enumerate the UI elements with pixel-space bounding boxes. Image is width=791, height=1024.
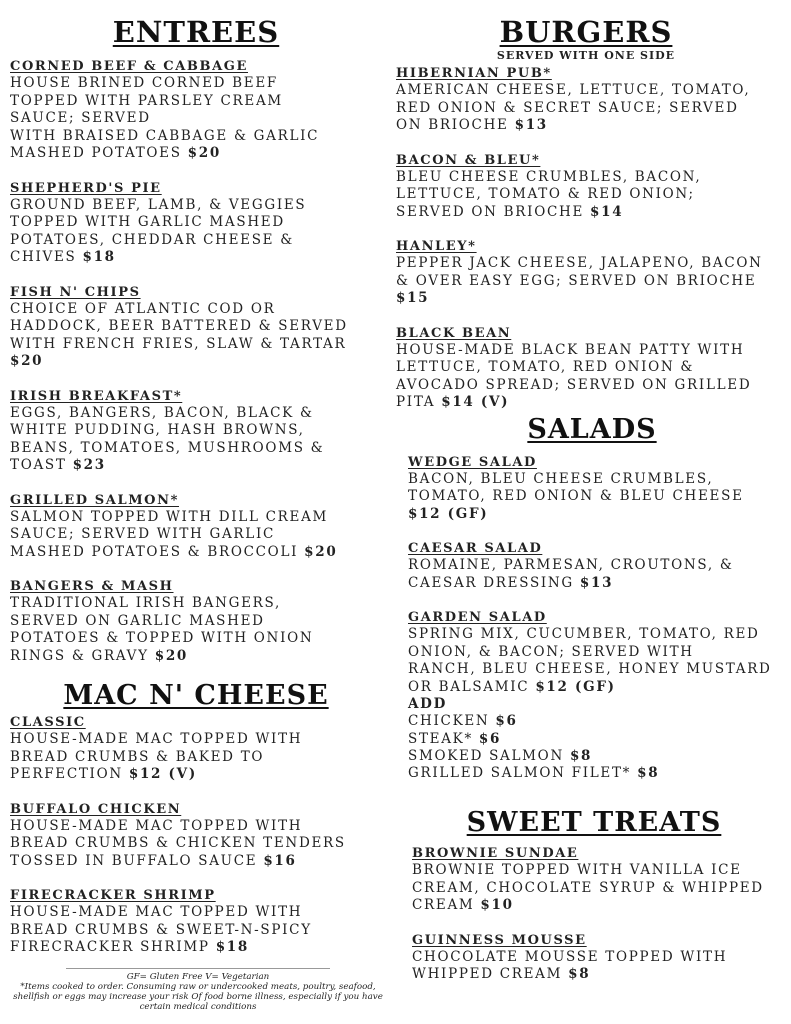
menu-item (10, 714, 382, 784)
item-name: CLASSIC (10, 715, 86, 730)
item-price: $10 (480, 897, 514, 914)
item-description: BACON, BLEU CHEESE CRUMBLES, TOMATO, RED ONION & BLEU CHEESE $12 (GF) (408, 470, 744, 522)
burgers-subtitle: SERVED WITH ONE SIDE (496, 49, 676, 62)
item-name: CAESAR SALAD (408, 541, 543, 556)
menu-item (412, 932, 788, 984)
divider (66, 968, 330, 969)
item-description: HOUSE-MADE MAC TOPPED WITH BREAD CRUMBS & BAKED TO PERFECTION $12 (V) (10, 731, 303, 782)
menu-item (396, 152, 788, 222)
item-price: $8 (568, 966, 591, 983)
menu-item (10, 284, 382, 371)
menu-item (10, 887, 382, 957)
dietary-legend: GF= Gluten Free V= Vegetarian (126, 972, 270, 982)
salads-title: SALADS (527, 413, 657, 445)
item-price: $12 (V) (128, 766, 197, 782)
item-description: CHOICE OF ATLANTIC COD OR HADDOCK, BEER BATTERED & SERVED WITH FRENCH FRIES, SLAW & TARTAR $20 (10, 300, 348, 369)
addon-item: STEAK* $6 (408, 730, 502, 747)
item-description: BLEU CHEESE CRUMBLES, BACON, LETTUCE, TOMATO & RED ONION; SERVED ON BRIOCHE $14 (396, 168, 702, 220)
item-price: $13 (514, 117, 548, 133)
item-description: PEPPER JACK CHEESE, JALAPENO, BACON & OVER EASY EGG; SERVED ON BRIOCHE $15 (396, 255, 763, 306)
item-description: HOUSE BRINED CORNED BEEF TOPPED WITH PARSLEY CREAM SAUCE; SERVED WITH BRAISED CABBAGE & GARLIC MASHED POTATOES $20 (10, 75, 320, 161)
item-name: FIRECRACKER SHRIMP (10, 888, 216, 903)
item-name: HIBERNIAN PUB* (396, 66, 552, 81)
item-description: EGGS, BANGERS, BACON, BLACK & WHITE PUDDING, HASH BROWNS, BEANS, TOMATOES, MUSHROOMS & TOAST $23 (10, 404, 325, 473)
menu-item (10, 801, 382, 871)
item-description: BROWNIE TOPPED WITH VANILLA ICE CREAM, CHOCOLATE SYRUP & WHIPPED CREAM $10 (412, 862, 764, 914)
item-name: BROWNIE SUNDAE (412, 846, 579, 862)
disclaimer-line: *Items cooked to order. Consuming raw or undercooked meats, poultry, seafood, (20, 982, 376, 992)
item-price: $20 (187, 145, 221, 161)
addon-item: CHICKEN $6 (408, 713, 518, 730)
menu-item (396, 325, 788, 412)
item-name: BANGERS & MASH (10, 579, 174, 594)
item-price: $23 (72, 457, 106, 473)
item-description: SPRING MIX, CUCUMBER, TOMATO, RED ONION, & BACON; SERVED WITH RANCH, BLEU CHEESE, HONEY MUSTARD OR BALSAMIC $12 (GF) (408, 626, 772, 695)
mac-title: MAC N' CHEESE (63, 680, 329, 711)
item-price: $20 (154, 647, 189, 664)
item-description: ROMAINE, PARMESAN, CROUTONS, & CAESAR DRESSING $13 (408, 557, 734, 591)
item-price: $14 (590, 203, 624, 220)
disclaimer-line: shellfish or eggs may increase your risk Of food borne illness, especially if you have (13, 992, 383, 1002)
item-name: GRILLED SALMON* (10, 492, 179, 508)
item-description: HOUSE-MADE MAC TOPPED WITH BREAD CRUMBS & CHICKEN TENDERS TOSSED IN BUFFALO SAUCE $16 (10, 817, 346, 869)
burgers-title: BURGERS (499, 15, 673, 49)
item-price: $12 (GF) (535, 678, 616, 695)
item-name: SHEPHERD'S PIE (10, 180, 162, 196)
item-name: BUFFALO CHICKEN (10, 801, 182, 817)
menu-item (10, 578, 382, 665)
left-column (10, 0, 382, 957)
item-description: CHOCOLATE MOUSSE TOPPED WITH WHIPPED CREAM $8 (412, 948, 728, 983)
item-price: $13 (579, 574, 614, 591)
menu-item (408, 454, 788, 524)
item-price: $16 (263, 852, 297, 869)
menu-item (412, 845, 788, 915)
entrees-title: ENTREES (112, 15, 280, 49)
menu-item (396, 238, 788, 308)
menu-item (408, 609, 788, 696)
menu-item (408, 540, 788, 592)
item-price: $20 (304, 543, 338, 560)
item-name: CORNED BEEF & CABBAGE (10, 59, 248, 74)
item-price: $20 (10, 353, 44, 369)
menu-item (10, 388, 382, 475)
item-name: WEDGE SALAD (408, 454, 537, 470)
menu-item (10, 492, 382, 562)
item-price: $12 (GF) (408, 505, 489, 522)
item-description: GROUND BEEF, LAMB, & VEGGIES TOPPED WITH GARLIC MASHED POTATOES, CHEDDAR CHEESE & CHIVES $18 (10, 196, 307, 265)
item-name: HANLEY* (396, 239, 477, 254)
addon-item: GRILLED SALMON FILET* $8 (408, 765, 660, 782)
item-price: $18 (215, 939, 249, 955)
item-description: HOUSE-MADE MAC TOPPED WITH BREAD CRUMBS & SWEET-N-SPICY FIRECRACKER SHRIMP $18 (10, 904, 312, 955)
item-name: BACON & BLEU* (396, 152, 541, 168)
item-name: IRISH BREAKFAST* (10, 388, 183, 404)
item-name: BLACK BEAN (396, 325, 512, 341)
menu-item (10, 180, 382, 267)
add-label: ADD (408, 696, 447, 712)
item-name: FISH N' CHIPS (10, 284, 141, 300)
item-price: $15 (396, 290, 430, 306)
footnote (12, 968, 384, 1012)
item-price: $18 (82, 249, 116, 265)
right-column (396, 0, 788, 984)
salads-list (408, 454, 788, 783)
menu-item (10, 58, 382, 163)
sweets-title: SWEET TREATS (466, 807, 722, 839)
item-description: SALMON TOPPED WITH DILL CREAM SAUCE; SERVED WITH GARLIC MASHED POTATOES & BROCCOLI $20 (10, 508, 338, 560)
menu-item (396, 65, 788, 135)
item-name: GUINNESS MOUSSE (412, 932, 587, 948)
item-name: GARDEN SALAD (408, 610, 547, 625)
item-description: TRADITIONAL IRISH BANGERS, SERVED ON GARLIC MASHED POTATOES & TOPPED WITH ONION RINGS & GRAVY $20 (10, 595, 314, 664)
item-description: AMERICAN CHEESE, LETTUCE, TOMATO, RED ONION & SECRET SAUCE; SERVED ON BRIOCHE $13 (396, 82, 751, 133)
item-description: HOUSE-MADE BLACK BEAN PATTY WITH LETTUCE, TOMATO, RED ONION & AVOCADO SPREAD; SERVED ON GRILLED PITA $14 (V) (396, 341, 752, 410)
disclaimer-line: certain medical conditions (139, 1002, 257, 1012)
addon-item: SMOKED SALMON $8 (408, 747, 593, 764)
sweets-list (412, 845, 788, 984)
item-price: $14 (V) (441, 394, 510, 410)
